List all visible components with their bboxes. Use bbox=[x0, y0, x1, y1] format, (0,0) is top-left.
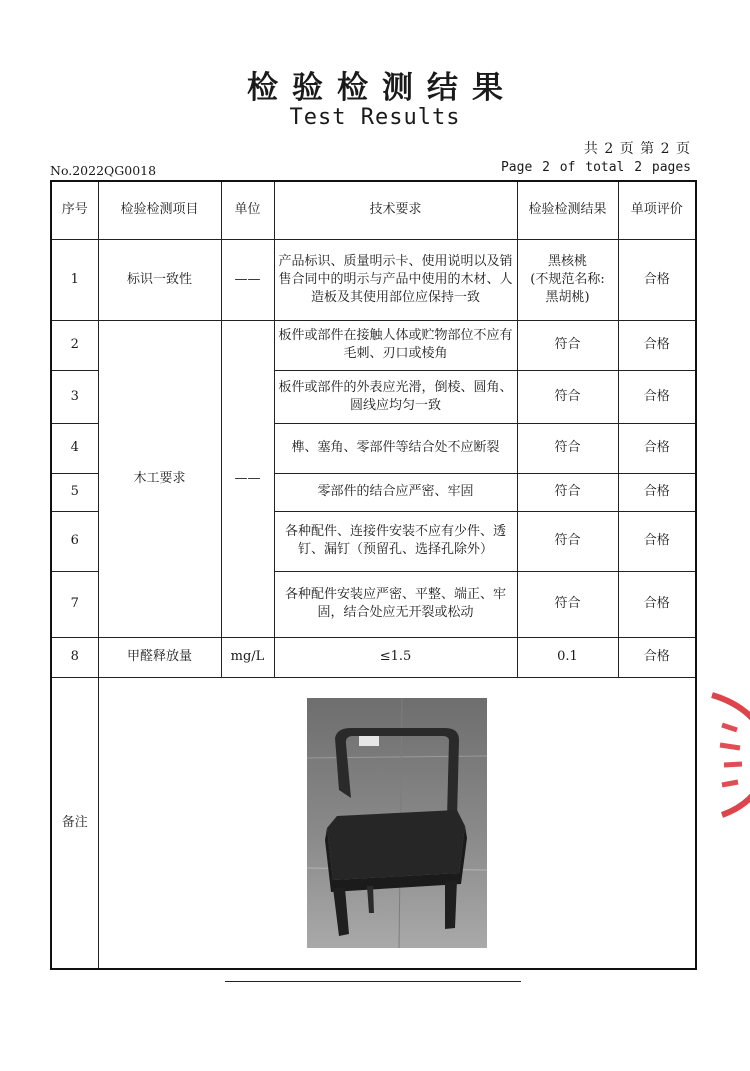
row-requirement: 板件或部件的外表应光滑，倒棱、圆角、圆线应均匀一致 bbox=[274, 370, 517, 423]
title-en: Test Results bbox=[289, 105, 461, 130]
col-header-eval: 单项评价 bbox=[618, 181, 696, 239]
row-requirement: 各种配件、连接件安装不应有少件、透钉、漏钉（预留孔、选择孔除外） bbox=[274, 511, 517, 571]
official-seal bbox=[692, 690, 750, 820]
col-header-result: 检验检测结果 bbox=[517, 181, 618, 239]
row-no: 2 bbox=[51, 320, 98, 370]
row-eval: 合格 bbox=[618, 637, 696, 677]
row-no: 4 bbox=[51, 423, 98, 473]
row-eval: 合格 bbox=[618, 571, 696, 637]
row-requirement: 各种配件安装应严密、平整、端正、牢固，结合处应无开裂或松动 bbox=[274, 571, 517, 637]
table-row bbox=[51, 239, 696, 320]
row-no: 8 bbox=[51, 637, 98, 677]
bottom-rule bbox=[225, 981, 521, 982]
row-result: 0.1 bbox=[517, 637, 618, 677]
row-eval: 合格 bbox=[618, 423, 696, 473]
row-requirement: 榫、塞角、零部件等结合处不应断裂 bbox=[274, 423, 517, 473]
product-photo bbox=[307, 698, 487, 948]
remarks-content bbox=[98, 677, 696, 969]
col-header-item: 检验检测项目 bbox=[98, 181, 221, 239]
row-item: 木工要求 bbox=[98, 320, 221, 637]
row-unit: —— bbox=[221, 320, 274, 637]
row-eval: 合格 bbox=[618, 320, 696, 370]
page-number-cn: 共 2 页 第 2 页 bbox=[583, 141, 691, 157]
row-result: 符合 bbox=[517, 423, 618, 473]
col-header-requirement: 技术要求 bbox=[274, 181, 517, 239]
table-row bbox=[51, 637, 696, 677]
page-number-en: Page 2 of total 2 pages bbox=[500, 160, 691, 175]
results-table bbox=[50, 180, 697, 970]
row-result: 符合 bbox=[517, 473, 618, 511]
row-no: 5 bbox=[51, 473, 98, 511]
row-result: 符合 bbox=[517, 320, 618, 370]
row-requirement: ≤1.5 bbox=[274, 637, 517, 677]
table-row bbox=[51, 320, 696, 370]
row-unit: —— bbox=[221, 239, 274, 320]
row-no: 3 bbox=[51, 370, 98, 423]
row-result: 符合 bbox=[517, 571, 618, 637]
report-number: No.2022QG0018 bbox=[50, 163, 157, 178]
row-result: 黑核桃 (不规范名称: 黑胡桃) bbox=[517, 239, 618, 320]
row-eval: 合格 bbox=[618, 239, 696, 320]
row-requirement: 板件或部件在接触人体或贮物部位不应有毛刺、刃口或棱角 bbox=[274, 320, 517, 370]
col-header-unit: 单位 bbox=[221, 181, 274, 239]
remarks-row bbox=[51, 677, 696, 969]
row-eval: 合格 bbox=[618, 511, 696, 571]
chair-photo bbox=[307, 698, 487, 948]
row-item: 标识一致性 bbox=[98, 239, 221, 320]
row-eval: 合格 bbox=[618, 370, 696, 423]
table-header-row bbox=[51, 181, 696, 239]
row-item: 甲醛释放量 bbox=[98, 637, 221, 677]
title-cn: 检验检测结果 bbox=[247, 70, 517, 106]
row-no: 6 bbox=[51, 511, 98, 571]
col-header-no: 序号 bbox=[51, 181, 98, 239]
row-unit: mg/L bbox=[221, 637, 274, 677]
row-result: 符合 bbox=[517, 511, 618, 571]
row-requirement: 产品标识、质量明示卡、使用说明以及销售合同中的明示与产品中使用的木材、人造板及其使用部位应保持一致 bbox=[274, 239, 517, 320]
row-no: 1 bbox=[51, 239, 98, 320]
row-eval: 合格 bbox=[618, 473, 696, 511]
row-requirement: 零部件的结合应严密、牢固 bbox=[274, 473, 517, 511]
remarks-label: 备注 bbox=[51, 677, 98, 969]
row-no: 7 bbox=[51, 571, 98, 637]
row-result: 符合 bbox=[517, 370, 618, 423]
